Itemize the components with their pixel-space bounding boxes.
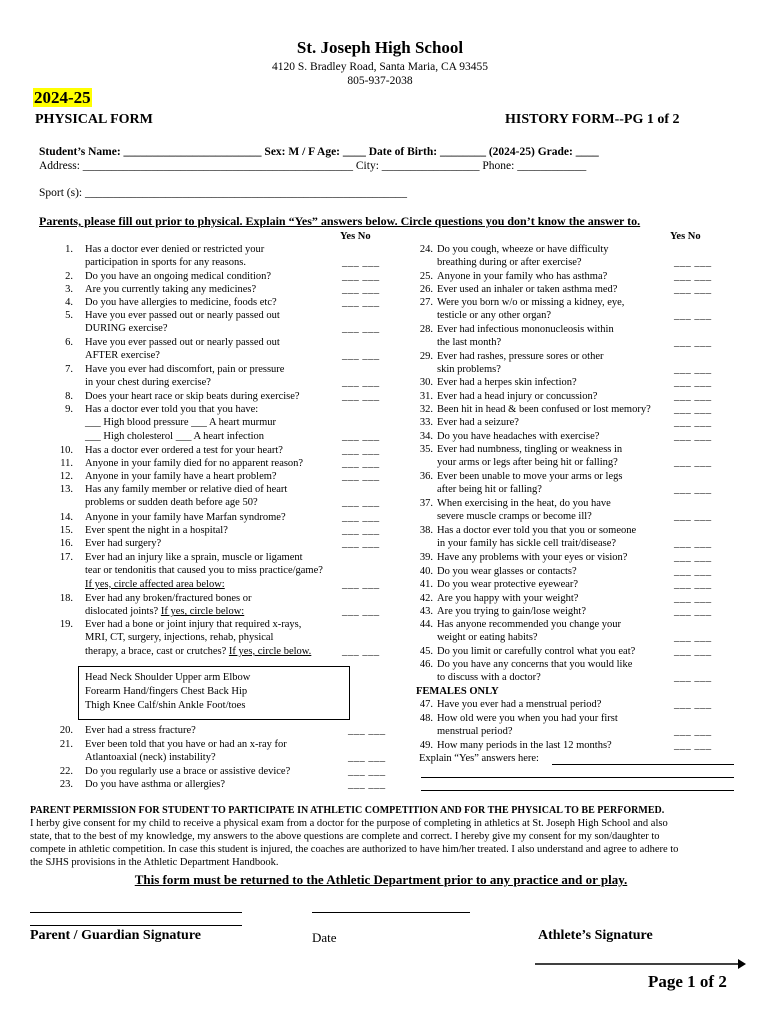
question-number: 42. xyxy=(419,593,433,604)
parent-signature-line[interactable] xyxy=(30,912,242,913)
question-text: Do you regularly use a brace or assistive device? xyxy=(85,766,291,777)
yes-no-blanks[interactable]: ___ ___ xyxy=(674,310,712,322)
question-text: Have you ever passed out or nearly passed out xyxy=(85,337,280,348)
permission-line: the SJHS provisions in the Athletic Department Handbook. xyxy=(30,857,279,868)
question-text: Ever had a herpes skin infection? xyxy=(437,377,577,388)
yes-no-blanks[interactable]: ___ ___ xyxy=(674,337,712,349)
question-number: 24. xyxy=(419,244,433,255)
yes-no-blanks[interactable]: ___ ___ xyxy=(674,391,712,402)
yes-no-blanks[interactable]: ___ ___ xyxy=(342,323,380,335)
question-number: 45. xyxy=(419,646,433,657)
question-number: 49. xyxy=(419,740,433,751)
right-yes-no-header: Yes No xyxy=(670,231,701,242)
question-text: DURING exercise? xyxy=(85,323,168,335)
yes-no-blanks[interactable]: ___ ___ xyxy=(674,284,712,295)
permission-line: I herby give consent for my child to receive a physical exam from a doctor for the purpose of completing in athletics at St. Joseph High School and also xyxy=(30,818,668,829)
question-text: Do you have asthma or allergies? xyxy=(85,779,226,790)
question-number: 32. xyxy=(419,404,433,415)
yes-no-blanks[interactable]: ___ ___ xyxy=(674,566,712,577)
yes-no-blanks[interactable]: ___ ___ xyxy=(674,699,712,710)
question-text: Ever been unable to move your arms or legs xyxy=(437,471,623,482)
yes-no-blanks[interactable]: ___ ___ xyxy=(674,511,712,523)
yes-no-blanks[interactable]: ___ ___ xyxy=(342,538,380,549)
question-number: 47. xyxy=(419,699,433,710)
explain-line[interactable] xyxy=(421,790,734,791)
question-text: to discuss with a doctor? xyxy=(437,672,541,684)
question-text: in your chest during exercise? xyxy=(85,377,211,389)
question-text: Has any family member or relative died of heart xyxy=(85,484,288,495)
question-text: Are you trying to gain/lose weight? xyxy=(437,606,587,617)
question-text: testicle or any other organ? xyxy=(437,310,552,322)
yes-no-blanks[interactable]: ___ ___ xyxy=(342,458,380,469)
explain-label: Explain “Yes” answers here: xyxy=(419,753,539,764)
question-text: Have any problems with your eyes or vision? xyxy=(437,552,628,563)
question-text: Ever had any broken/fractured bones or xyxy=(85,593,252,604)
question-text: breathing during or after exercise? xyxy=(437,257,582,269)
question-text: Do you wear protective eyewear? xyxy=(437,579,579,590)
question-number: 11. xyxy=(60,458,73,469)
school-name: St. Joseph High School xyxy=(296,38,464,57)
yes-no-blanks[interactable]: ___ ___ xyxy=(342,445,380,456)
question-number: 12. xyxy=(59,471,73,482)
question-text: Have you ever passed out or nearly passed out xyxy=(85,310,280,321)
student-info-line1[interactable]: Student’s Name: ________________________ Sex: M / F Age: ____ Date of Birth: ________ (2024-25) Grade: ____ xyxy=(39,146,599,158)
yes-no-blanks[interactable]: ___ ___ xyxy=(348,766,386,777)
females-only-heading: FEMALES ONLY xyxy=(416,686,499,697)
question-number: 2. xyxy=(65,271,73,282)
question-text: Have you ever had discomfort, pain or pressure xyxy=(85,364,285,375)
yes-no-blanks[interactable]: ___ ___ xyxy=(674,431,712,442)
yes-no-blanks[interactable]: ___ ___ xyxy=(674,457,712,469)
question-text: Has a doctor ever ordered a test for your heart? xyxy=(85,445,283,456)
yes-no-blanks[interactable]: ___ ___ xyxy=(342,284,380,295)
question-text: Ever been told that you have or had an x-ray for xyxy=(85,739,287,750)
question-number: 34. xyxy=(419,431,433,442)
question-text: Atlantoaxial (neck) instability? xyxy=(85,752,216,764)
question-number: 23. xyxy=(59,779,73,790)
permission-line: compete in athletic competition. In case this student is injured, the coaches are authorized to have him/her treated. I also understand and agree to adhere to xyxy=(30,844,679,855)
yes-no-blanks[interactable]: ___ ___ xyxy=(342,471,380,482)
question-text: Ever spent the night in a hospital? xyxy=(85,525,228,536)
question-text: Does your heart race or skip beats during exercise? xyxy=(85,391,300,402)
arrow-head xyxy=(738,959,746,969)
explain-line[interactable] xyxy=(552,764,734,765)
question-number: 20. xyxy=(59,725,73,736)
yes-no-blanks[interactable]: ___ ___ xyxy=(674,377,712,388)
question-number: 16. xyxy=(59,538,73,549)
question-text: Ever used an inhaler or taken asthma med? xyxy=(437,284,618,295)
school-phone: 805-937-2038 xyxy=(347,75,413,87)
question-number: 3. xyxy=(65,284,73,295)
question-text: Anyone in your family have a heart problem? xyxy=(85,471,277,482)
yes-no-blanks[interactable]: ___ ___ xyxy=(674,404,712,415)
question-number: 29. xyxy=(419,351,433,362)
sport-field[interactable]: Sport (s): ________________________________________________________ xyxy=(39,187,407,199)
question-text: therapy, a brace, cast or crutches? If yes, circle below. xyxy=(85,645,312,657)
question-text: Do you limit or carefully control what you eat? xyxy=(437,646,636,657)
yes-no-blanks[interactable]: ___ ___ xyxy=(674,257,712,269)
question-text: Are you currently taking any medicines? xyxy=(85,284,257,295)
question-text: Have you ever had a menstrual period? xyxy=(437,699,602,710)
question-text: When exercising in the heat, do you have xyxy=(437,498,611,509)
question-number: 14. xyxy=(59,512,73,523)
question-number: 17. xyxy=(59,552,73,563)
yes-no-blanks[interactable]: ___ ___ xyxy=(342,578,380,590)
question-number: 9. xyxy=(65,404,73,415)
question-number: 39. xyxy=(419,552,433,563)
question-text: Ever had an injury like a sprain, muscle or ligament xyxy=(85,552,303,563)
yes-no-blanks[interactable]: ___ ___ xyxy=(348,779,386,790)
body-parts-box xyxy=(78,666,350,720)
question-text: Been hit in head & been confused or lost memory? xyxy=(437,404,651,415)
question-text: Ever had a bone or joint injury that required x-rays, xyxy=(85,619,302,630)
student-info-line2[interactable]: Address: _______________________________________________ City: _________________ Phone: ____________ xyxy=(39,160,587,172)
question-text: the last month? xyxy=(437,337,502,349)
question-text: AFTER exercise? xyxy=(85,350,160,362)
body-parts-row[interactable]: Head Neck Shoulder Upper arm Elbow xyxy=(85,672,251,683)
question-text: Do you wear glasses or contacts? xyxy=(437,566,577,577)
yes-no-blanks[interactable]: ___ ___ xyxy=(342,606,380,618)
question-number: 26. xyxy=(419,284,433,295)
instructions: Parents, please fill out prior to physical. Explain “Yes” answers below. Circle questions you don’t know the answer to. xyxy=(39,214,641,228)
question-text: Were you born w/o or missing a kidney, eye, xyxy=(437,297,625,308)
question-text: severe muscle cramps or become ill? xyxy=(437,511,592,523)
question-text: Ever had rashes, pressure sores or other xyxy=(437,351,604,362)
question-text: in your family has sickle cell trait/disease? xyxy=(437,538,617,550)
question-text: Has a doctor ever told you that you have: xyxy=(85,404,259,415)
question-text: Are you happy with your weight? xyxy=(437,593,579,604)
permission-heading: PARENT PERMISSION FOR STUDENT TO PARTICIPATE IN ATHLETIC COMPETITION AND FOR THE PHYSICAL TO BE PERFORMED. xyxy=(30,805,665,816)
yes-no-blanks[interactable]: ___ ___ xyxy=(674,632,712,644)
question-number: 27. xyxy=(419,297,433,308)
yes-no-blanks[interactable]: ___ ___ xyxy=(342,350,380,362)
yes-no-blanks[interactable]: ___ ___ xyxy=(674,271,712,282)
question-text: weight or eating habits? xyxy=(437,632,538,644)
yes-no-blanks[interactable]: ___ ___ xyxy=(342,391,380,402)
question-text: menstrual period? xyxy=(437,726,513,738)
yes-no-blanks[interactable]: ___ ___ xyxy=(674,672,712,684)
date-label: Date xyxy=(312,930,337,945)
question-text: If yes, circle affected area below: xyxy=(85,578,225,590)
question-text: Do you have allergies to medicine, foods etc? xyxy=(85,297,277,308)
question-number: 48. xyxy=(419,713,433,724)
left-yes-no-header: Yes No xyxy=(340,231,371,242)
question-text: How many periods in the last 12 months? xyxy=(437,740,612,751)
question-text: tear or tendonitis that caused you to miss practice/game? xyxy=(85,565,323,577)
question-number: 28. xyxy=(419,324,433,335)
date-line[interactable] xyxy=(312,912,470,913)
question-number: 4. xyxy=(65,297,73,308)
question-text: Anyone in your family who has asthma? xyxy=(437,271,608,282)
question-number: 30. xyxy=(419,377,433,388)
question-text: dislocated joints? If yes, circle below: xyxy=(85,606,245,618)
page-footer: Page 1 of 2 xyxy=(648,972,727,991)
yes-no-blanks[interactable]: ___ ___ xyxy=(674,579,712,590)
year-badge: 2024-25 xyxy=(34,88,91,107)
question-text: Ever had a head injury or concussion? xyxy=(437,391,598,402)
question-number: 19. xyxy=(59,619,73,630)
explain-line[interactable] xyxy=(421,777,734,778)
yes-no-blanks[interactable]: ___ ___ xyxy=(342,297,380,308)
question-number: 6. xyxy=(65,337,73,348)
question-number: 41. xyxy=(419,579,433,590)
yes-no-blanks[interactable]: ___ ___ xyxy=(342,430,380,442)
question-text: participation in sports for any reasons. xyxy=(85,257,246,269)
question-number: 15. xyxy=(59,525,73,536)
question-number: 13. xyxy=(59,484,73,495)
yes-no-blanks[interactable]: ___ ___ xyxy=(674,740,712,751)
question-text: Has a doctor ever told you that you or someone xyxy=(437,525,637,536)
question-text: Do you have headaches with exercise? xyxy=(437,431,600,442)
yes-no-blanks[interactable]: ___ ___ xyxy=(674,552,712,563)
question-text: Do you have any concerns that you would like xyxy=(437,659,633,670)
yes-no-blanks[interactable]: ___ ___ xyxy=(342,257,380,269)
question-text: Ever had a seizure? xyxy=(437,417,519,428)
question-text: Has a doctor ever denied or restricted your xyxy=(85,244,265,255)
question-number: 46. xyxy=(419,659,433,670)
yes-no-blanks[interactable]: ___ ___ xyxy=(674,417,712,428)
parent-signature-label: Parent / Guardian Signature xyxy=(30,928,202,943)
question-text: ___ High blood pressure ___ A heart murmur xyxy=(85,417,277,429)
parent-signature-line-2[interactable] xyxy=(30,925,242,926)
question-text: Anyone in your family died for no apparent reason? xyxy=(85,458,304,469)
history-form-title: HISTORY FORM--PG 1 of 2 xyxy=(505,112,680,127)
yes-no-blanks[interactable]: ___ ___ xyxy=(674,606,712,617)
question-text: your arms or legs after being hit or falling? xyxy=(437,457,618,469)
question-text: Ever had surgery? xyxy=(85,538,162,549)
physical-form-title: PHYSICAL FORM xyxy=(35,112,153,127)
yes-no-blanks[interactable]: ___ ___ xyxy=(342,377,380,389)
yes-no-blanks[interactable]: ___ ___ xyxy=(674,484,712,496)
question-text: Do you have an ongoing medical condition? xyxy=(85,271,272,282)
question-text: Do you cough, wheeze or have difficulty xyxy=(437,244,609,255)
question-text: Has anyone recommended you change your xyxy=(437,619,621,630)
question-number: 1. xyxy=(65,244,73,255)
yes-no-blanks[interactable]: ___ ___ xyxy=(342,525,380,536)
question-number: 7. xyxy=(65,364,73,375)
question-text: Ever had numbness, tingling or weakness in xyxy=(437,444,623,455)
yes-no-blanks[interactable]: ___ ___ xyxy=(674,538,712,550)
yes-no-blanks[interactable]: ___ ___ xyxy=(342,645,380,657)
question-number: 36. xyxy=(419,471,433,482)
question-text: ___ High cholesterol ___ A heart infection xyxy=(85,430,265,442)
yes-no-blanks[interactable]: ___ ___ xyxy=(674,593,712,604)
athlete-signature-arrow xyxy=(533,958,748,970)
question-number: 37. xyxy=(419,498,433,509)
permission-line: state, that to the best of my knowledge, my answers to the above questions are complete and correct. I hereby give my consent for my son/daughter to xyxy=(30,831,660,842)
question-text: skin problems? xyxy=(437,364,501,376)
question-number: 22. xyxy=(59,766,73,777)
body-parts-row[interactable]: Thigh Knee Calf/shin Ankle Foot/toes xyxy=(85,700,246,711)
question-number: 21. xyxy=(59,739,73,750)
question-text: MRI, CT, surgery, injections, rehab, physical xyxy=(85,632,274,644)
yes-no-blanks[interactable]: ___ ___ xyxy=(348,725,386,736)
body-parts-row[interactable]: Forearm Hand/fingers Chest Back Hip xyxy=(85,686,248,697)
yes-no-blanks[interactable]: ___ ___ xyxy=(348,752,386,764)
question-number: 10. xyxy=(59,445,73,456)
question-text: problems or sudden death before age 50? xyxy=(85,497,258,509)
question-number: 25. xyxy=(419,271,433,282)
question-number: 38. xyxy=(419,525,433,536)
return-notice: This form must be returned to the Athletic Department prior to any practice and or play. xyxy=(134,872,628,887)
question-number: 5. xyxy=(65,310,73,321)
yes-no-blanks[interactable]: ___ ___ xyxy=(674,726,712,738)
yes-no-blanks[interactable]: ___ ___ xyxy=(674,364,712,376)
yes-no-blanks[interactable]: ___ ___ xyxy=(674,646,712,657)
yes-no-blanks[interactable]: ___ ___ xyxy=(342,271,380,282)
question-number: 35. xyxy=(419,444,433,455)
question-text: How old were you when you had your first xyxy=(437,713,618,724)
question-number: 33. xyxy=(419,417,433,428)
question-text: after being hit or falling? xyxy=(437,484,542,496)
yes-no-blanks[interactable]: ___ ___ xyxy=(342,497,380,509)
question-number: 40. xyxy=(419,566,433,577)
yes-no-blanks[interactable]: ___ ___ xyxy=(342,512,380,523)
question-number: 31. xyxy=(419,391,433,402)
question-number: 44. xyxy=(419,619,433,630)
question-text: Anyone in your family have Marfan syndrome? xyxy=(85,512,286,523)
question-number: 43. xyxy=(419,606,433,617)
question-number: 18. xyxy=(59,593,73,604)
athlete-signature-label: Athlete’s Signature xyxy=(538,928,653,943)
question-text: Ever had a stress fracture? xyxy=(85,725,196,736)
question-number: 8. xyxy=(65,391,73,402)
school-address: 4120 S. Bradley Road, Santa Maria, CA 93455 xyxy=(272,61,488,73)
question-text: Ever had infectious mononucleosis within xyxy=(437,324,614,335)
